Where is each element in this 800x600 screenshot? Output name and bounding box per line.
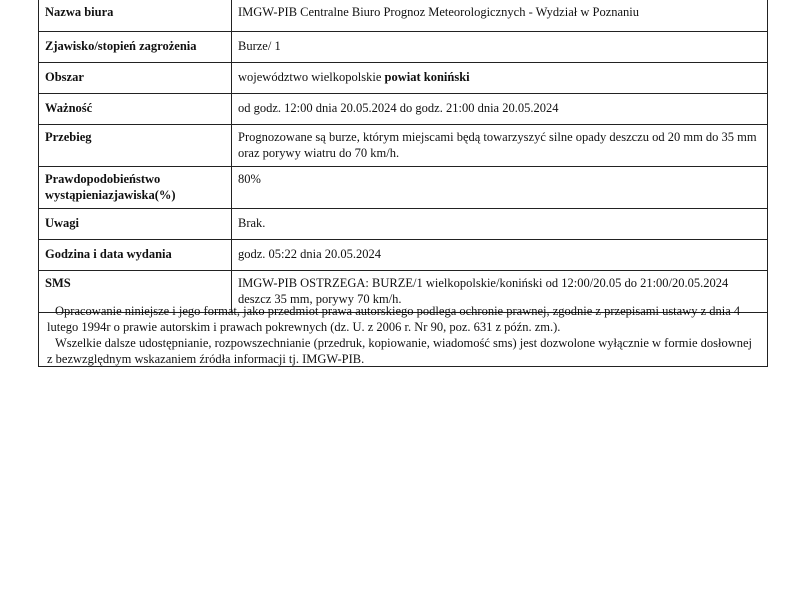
row-value-course: Prognozowane są burze, którym miejscami będą towarzyszyć silne opady deszczu od 20 mm do 35 mm oraz porywy wiatru do 70 km/h. [232, 125, 768, 167]
row-label-course: Przebieg [39, 125, 232, 167]
area-county: powiat koniński [384, 70, 470, 84]
row-label-remarks: Uwagi [39, 209, 232, 240]
row-label-probability: Prawdopodobieństwo wystąpieniazjawiska(%) [39, 167, 232, 209]
row-label-issued: Godzina i data wydania [39, 240, 232, 271]
table-row [39, 240, 768, 271]
table-row [39, 63, 768, 94]
row-label-phenomenon: Zjawisko/stopień zagrożenia [39, 32, 232, 63]
row-value-area [232, 63, 768, 94]
row-label-area: Obszar [39, 63, 232, 94]
table-row [39, 0, 768, 32]
row-label-sms: SMS [39, 271, 232, 313]
row-value-remarks: Brak. [232, 209, 768, 240]
copyright-notice [38, 297, 768, 367]
redistribution-paragraph: Wszelkie dalsze udostępnianie, rozpowszechnianie (przedruk, kopiowanie, wiadomość sms) jest dozwolone wyłącznie w formie dosłownej z bezwzględnym wskazaniem źródła informacji tj. IMGW-PIB. [47, 336, 753, 366]
table-row [39, 167, 768, 209]
table-row [39, 32, 768, 63]
row-value-validity: od godz. 12:00 dnia 20.05.2024 do godz. 21:00 dnia 20.05.2024 [232, 94, 768, 125]
table-row [39, 94, 768, 125]
row-value-sms: IMGW-PIB OSTRZEGA: BURZE/1 wielkopolskie/koniński od 12:00/20.05 do 21:00/20.05.2024 deszcz 35 mm, porywy 70 km/h. [232, 271, 768, 313]
area-voivodeship: województwo wielkopolskie [238, 70, 385, 84]
row-label-office: Nazwa biura [39, 0, 232, 32]
row-value-probability: 80% [232, 167, 768, 209]
row-value-issued: godz. 05:22 dnia 20.05.2024 [232, 240, 768, 271]
copyright-paragraph: Opracowanie niniejsze i jego format, jako przedmiot prawa autorskiego podlega ochronie prawnej, zgodnie z przepisami ustawy z dnia 4 lutego 1994r o prawie autorskim i prawach pokrewnych (dz. U. z 2006 r. Nr 90, poz. 631 z późn. zm.). [47, 304, 741, 334]
row-label-validity: Ważność [39, 94, 232, 125]
warning-table [38, 0, 768, 313]
table-row [39, 209, 768, 240]
row-value-office: IMGW-PIB Centralne Biuro Prognoz Meteorologicznych - Wydział w Poznaniu [232, 0, 768, 32]
row-value-phenomenon: Burze/ 1 [232, 32, 768, 63]
table-row [39, 125, 768, 167]
